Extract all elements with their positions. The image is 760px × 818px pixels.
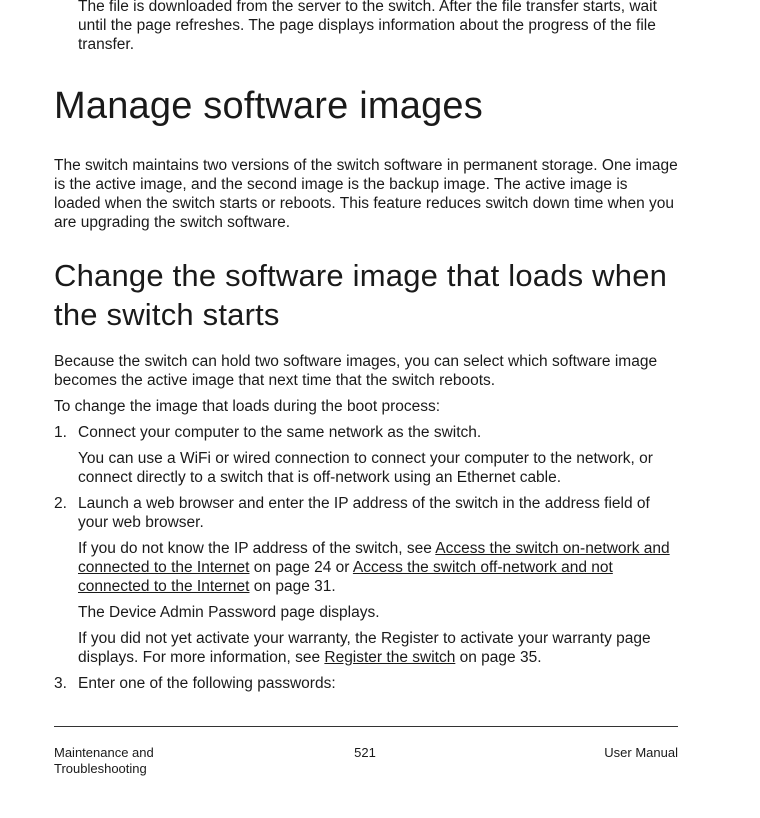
note-text: If you did not yet activate your warranty, the Register to activate your warranty page displays. For more information, see: [78, 630, 651, 666]
footer-doc-title: User Manual: [604, 745, 678, 760]
footer-chapter: Maintenance and Troubleshooting: [54, 745, 154, 776]
change-image-lead: To change the image that loads during the boot process:: [54, 398, 441, 415]
step-text: Launch a web browser and enter the IP address of the switch in the address field of your web browser.: [78, 495, 650, 531]
step-number: 3.: [54, 675, 67, 692]
step-number: 2.: [54, 495, 67, 512]
step-2: [54, 494, 680, 667]
continued-paragraph: The file is downloaded from the server to the switch. After the file transfer starts, wait until the page refreshes. The page displays information about the progress of the file transfer.: [78, 0, 657, 53]
step-note-ip-address: [78, 539, 680, 596]
step-note: You can use a WiFi or wired connection to connect your computer to the network, or connect directly to a switch that is off-network using an Ethernet cable.: [78, 450, 653, 486]
footer-page-number: 521: [354, 745, 376, 760]
step-text: Connect your computer to the same network as the switch.: [78, 424, 482, 441]
note-text: on page 24 or: [249, 559, 353, 576]
footer-divider: [54, 726, 678, 727]
change-image-intro: Because the switch can hold two software images, you can select which software image becomes the active image that next time that the switch reboots.: [54, 353, 658, 389]
link-register-switch[interactable]: Register the switch: [324, 649, 456, 666]
step-note-warranty: [78, 629, 680, 667]
step-3: [54, 674, 680, 693]
note-text: on page 35.: [455, 649, 542, 666]
note-text: on page 31.: [249, 578, 336, 595]
step-text: Enter one of the following passwords:: [78, 675, 336, 692]
step-note-password-page: The Device Admin Password page displays.: [78, 604, 380, 621]
manage-images-paragraph: The switch maintains two versions of the switch software in permanent storage. One image is the active image, and the second image is the backup image. The active image is loaded when the switch starts or reboots. This feature reduces switch down time when you are upgrading the switch software.: [54, 157, 678, 231]
section-heading-change-image: Change the software image that loads when the switch starts: [54, 258, 668, 332]
section-heading-manage-images: Manage software images: [54, 85, 483, 127]
change-image-body: [54, 352, 680, 693]
step-number: 1.: [54, 424, 67, 441]
step-1: [54, 423, 680, 487]
link-access-off-network[interactable]: Access the switch off-network and not connected to the Internet: [78, 559, 613, 595]
note-text: If you do not know the IP address of the switch, see: [78, 540, 436, 557]
link-access-on-network[interactable]: Access the switch on-network and connected to the Internet: [78, 540, 670, 576]
